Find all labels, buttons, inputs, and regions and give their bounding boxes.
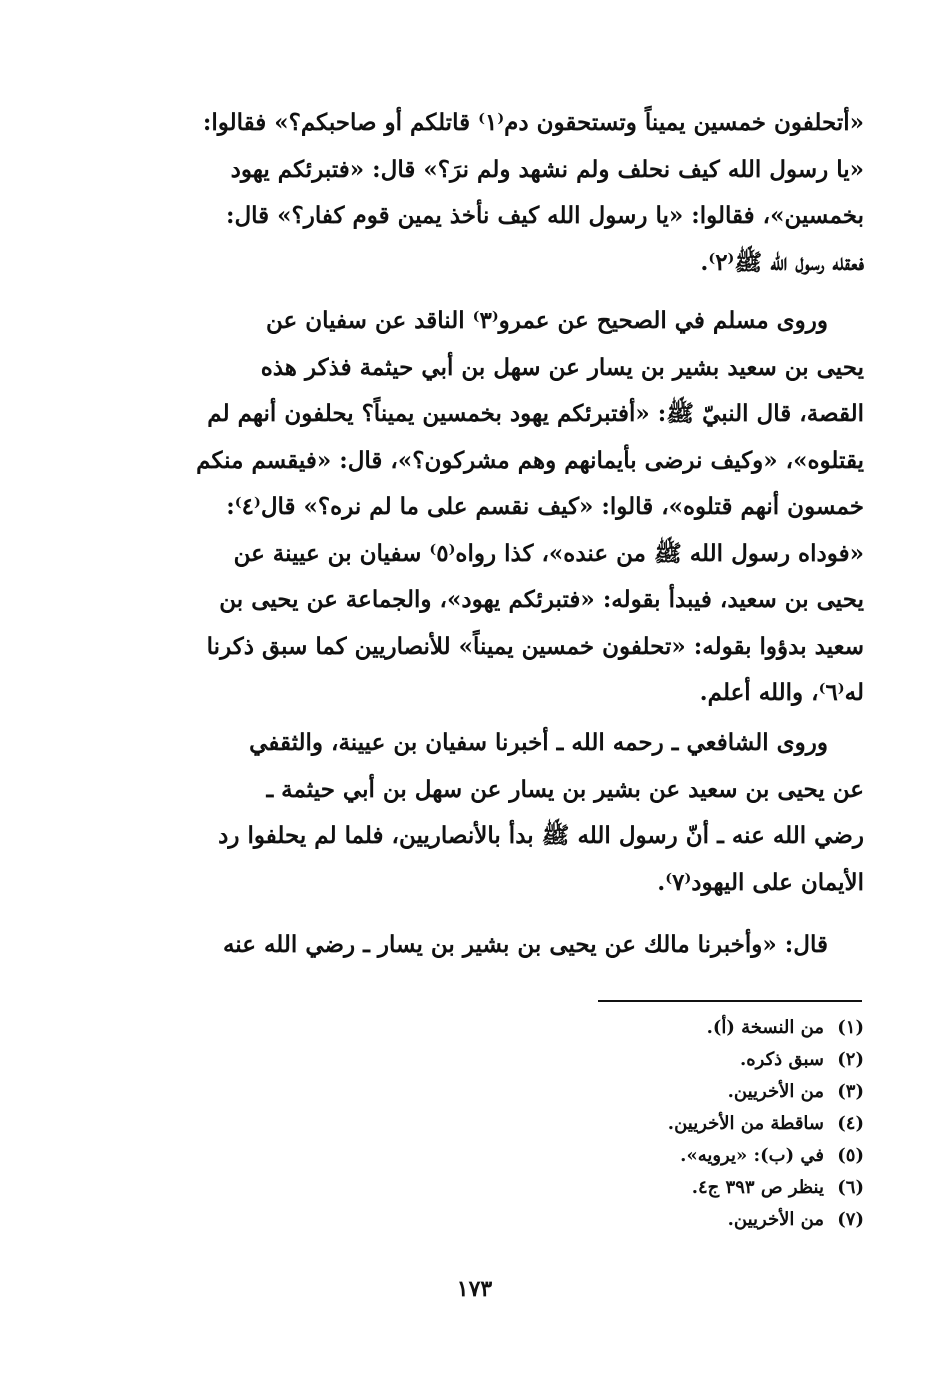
- footnote-number: (١): [837, 1017, 864, 1038]
- footnote-text: من الأخريين.: [727, 1209, 824, 1230]
- page-number: ١٧٣: [456, 1276, 493, 1302]
- footnote-text: ينظر ص ٣٩٣ ج٤.: [691, 1177, 824, 1198]
- footnote-number: (٣): [837, 1081, 864, 1102]
- text-line: يحيى بن سعيد بشير بن يسار عن سهل بن أبي حيثمة فذكر هذه: [260, 353, 864, 381]
- text-line: رضي الله عنه ـ أنّ رسول الله ﷺ بدأ بالأنصاريين، فلما لم يحلفوا رد: [218, 822, 864, 849]
- paragraph-4: [170, 922, 864, 969]
- footnote-item: [560, 1012, 864, 1044]
- footnote-item: [560, 1108, 864, 1140]
- footnote-text: من النسخة (أ).: [706, 1017, 824, 1038]
- text-line: «يا رسول الله كيف نحلف ولم نشهد ولم نرَ؟» قال: «فتبرئكم يهود: [230, 155, 864, 183]
- text-line: بخمسين»، فقالوا: «يا رسول الله كيف نأخذ يمين قوم كفار؟» قال:: [225, 202, 864, 229]
- footnote-number: (٥): [837, 1145, 864, 1166]
- footnote-item: [560, 1140, 864, 1172]
- text-line: «أتحلفون خمسين يميناً وتستحقون دم⁽١⁾ قاتلكم أو صاحبكم؟» فقالوا:: [202, 109, 864, 136]
- footnotes-list: [560, 1012, 864, 1236]
- text-line: «فوداه رسول الله ﷺ من عنده»، كذا رواه⁽٥⁾ سفيان بن عيينة عن: [233, 539, 864, 567]
- footnote-item: [560, 1076, 864, 1108]
- text-line: وروى مسلم في الصحيح عن عمرو⁽٣⁾ الناقد عن سفيان عن: [265, 307, 828, 334]
- footnote-number: (٢): [837, 1049, 864, 1070]
- text-line: قال: «وأخبرنا مالك عن يحيى بن بشير بن يسار ـ رضي الله عنه: [222, 931, 828, 958]
- paragraph-3: [170, 720, 864, 906]
- text-line: القصة، قال النبيّ ﷺ: «أفتبرئكم يهود بخمسين يميناً؟ يحلفون أنهم لم: [207, 400, 864, 427]
- footnote-text: في (ب): «يرويه».: [680, 1145, 824, 1166]
- footnote-text: سبق ذكره.: [739, 1049, 824, 1070]
- footnote-number: (٦): [837, 1177, 864, 1198]
- paragraph-1: [170, 100, 864, 286]
- text-line: الأيمان على اليهود⁽٧⁾.: [657, 868, 864, 896]
- text-line: فعقله رسول الله ﷺ⁽٢⁾.: [700, 248, 864, 276]
- text-line: يحيى بن سعيد، فيبدأ بقوله: «فتبرئكم يهود»، والجماعة عن يحيى بن: [219, 586, 864, 613]
- footnote-item: [560, 1204, 864, 1236]
- text-line: سعيد بدؤوا بقوله: «تحلفون خمسين يميناً» للأنصاريين كما سبق ذكرنا: [206, 632, 864, 660]
- footnote-number: (٧): [837, 1209, 864, 1230]
- footnote-number: (٤): [837, 1113, 864, 1134]
- footnote-item: [560, 1172, 864, 1204]
- text-line: خمسون أنهم قتلوه»، قالوا: «كيف نقسم على ما لم نره؟» قال⁽٤⁾:: [226, 493, 864, 520]
- footnote-text: ساقطة من الأخريين.: [667, 1113, 824, 1134]
- footnote-text: من الأخريين.: [727, 1081, 824, 1102]
- paragraph-2: [170, 298, 864, 717]
- text-line: يقتلوه»، «وكيف نرضى بأيمانهم وهم مشركون؟»، قال: «فيقسم منكم: [196, 446, 864, 474]
- text-line: وروى الشافعي ـ رحمه الله ـ أخبرنا سفيان بن عيينة، والثقفي: [249, 729, 828, 756]
- text-line: عن يحيى بن سعيد عن بشير بن يسار عن سهل بن أبي حيثمة ـ: [266, 775, 864, 803]
- footnote-item: [560, 1044, 864, 1076]
- text-line: له⁽٦⁾، والله أعلم.: [699, 679, 864, 706]
- footnote-divider: [598, 1000, 862, 1002]
